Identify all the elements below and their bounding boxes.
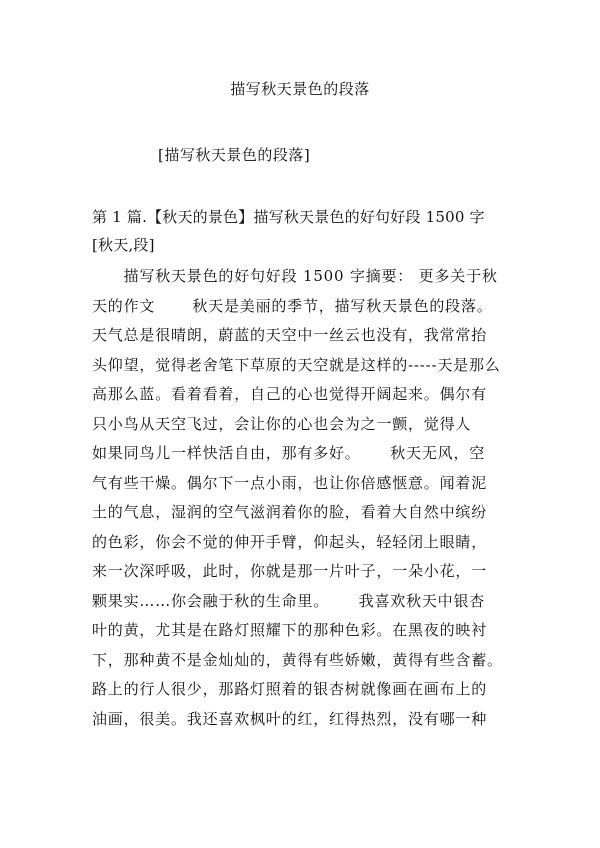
article-heading-line: 第 1 篇.【秋天的景色】描写秋天景色的好句好段 1500 字 — [92, 208, 485, 226]
body-text-line: 天气总是很晴朗，蔚蓝的天空中一丝云也没有，我常常抬 — [92, 326, 488, 344]
article-heading — [92, 203, 522, 259]
body-text-line: 来一次深呼吸，此时，你就是那一片叶子，一朵小花，一 — [92, 562, 488, 580]
body-text-line: 路上的行人很少，那路灯照着的银杏树就像画在画布上的 — [92, 680, 488, 698]
document-subtitle: [描写秋天景色的段落] — [158, 146, 311, 164]
body-text-line: 描写秋天景色的好句好段 1500 字摘要： 更多关于秋 — [92, 267, 498, 285]
article-heading-tags: [秋天,段] — [92, 236, 155, 254]
body-text-line: 天的作文 秋天是美丽的季节，描写秋天景色的段落。 — [92, 296, 493, 315]
document-title: 描写秋天景色的段落 — [230, 80, 370, 98]
body-text-line: 下，那种黄不是金灿灿的，黄得有些娇嫩，黄得有些含蓄。 — [92, 650, 503, 669]
article-body — [92, 262, 522, 734]
body-text-line: 叶的黄，尤其是在路灯照耀下的那种色彩。在黑夜的映衬 — [92, 621, 488, 639]
body-text-line: 高那么蓝。看着看着，自己的心也觉得开阔起来。偶尔有 — [92, 385, 488, 403]
body-text-line: 头仰望，觉得老舍笔下草原的天空就是这样的-----天是那么 — [92, 355, 501, 374]
body-text-line: 土的气息，湿润的空气滋润着你的脸，看着大自然中缤纷 — [92, 503, 488, 521]
body-text-line: 如果同鸟儿一样快活自由，那有多好。 秋天无风，空 — [92, 444, 486, 462]
body-text-line: 气有些干燥。偶尔下一点小雨，也让你倍感惬意。闻着泥 — [92, 473, 488, 492]
body-text-line: 的色彩，你会不觉的伸开手臂，仰起头，轻轻闭上眼睛， — [92, 532, 488, 551]
body-text-line: 颗果实……你会融于秋的生命里。 我喜欢秋天中银杏 — [92, 591, 486, 610]
body-text-line: 只小鸟从天空飞过，会让你的心也会为之一颤，觉得人 — [92, 414, 472, 433]
body-text-line: 油画，很美。我还喜欢枫叶的红，红得热烈，没有哪一种 — [92, 709, 488, 728]
